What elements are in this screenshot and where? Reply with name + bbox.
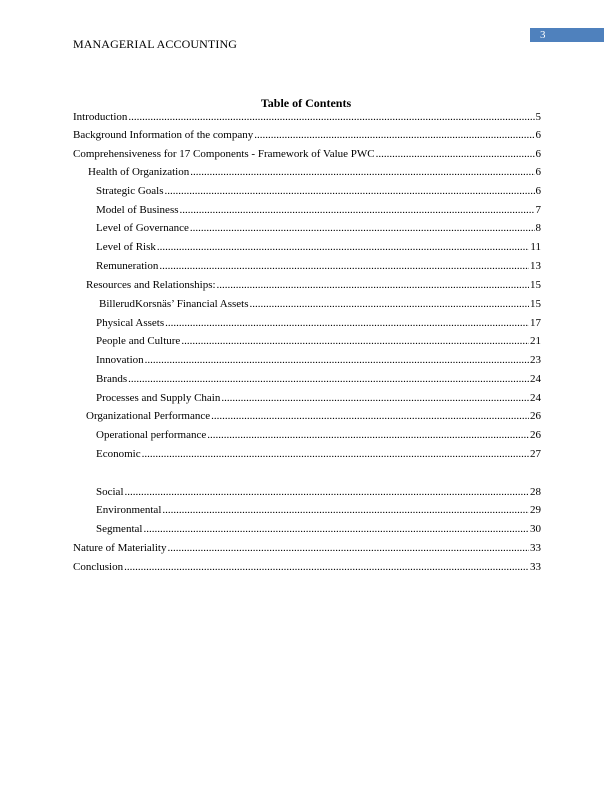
toc-entry-page: 15 (530, 279, 541, 291)
toc-entry[interactable] (96, 392, 541, 405)
toc-entry[interactable] (99, 298, 541, 311)
toc-entry-page: 24 (530, 373, 541, 385)
dot-leader (162, 504, 529, 517)
toc-entry-label: Background Information of the company (73, 129, 254, 141)
toc-entry-page: 5 (535, 111, 541, 123)
toc-entry[interactable] (96, 222, 541, 235)
toc-entry-label: Level of Risk (96, 241, 156, 253)
toc-entry-page: 8 (535, 222, 541, 234)
toc-entry-page: 27 (530, 448, 541, 460)
toc-entry[interactable] (73, 129, 541, 142)
toc-entry-page: 15 (530, 298, 541, 310)
toc-entry[interactable] (96, 260, 541, 273)
toc-entry-label: Resources and Relationships: (86, 279, 216, 291)
toc-entry-page: 23 (530, 354, 541, 366)
toc-entry-label: Remuneration (96, 260, 159, 272)
toc-entry[interactable] (73, 148, 541, 161)
dot-leader (181, 335, 529, 348)
toc-entry-page: 26 (530, 410, 541, 422)
toc-entry-label: People and Culture (96, 335, 181, 347)
toc-entry-label: Processes and Supply Chain (96, 392, 221, 404)
dot-leader (190, 222, 535, 235)
toc-entry[interactable] (86, 410, 541, 423)
toc-entry[interactable] (96, 523, 541, 536)
dot-leader (128, 373, 529, 386)
toc-entry-label: BillerudKorsnäs’ Financial Assets (99, 298, 249, 310)
dot-leader (142, 448, 529, 461)
toc-entry-label: Health of Organization (88, 166, 190, 178)
toc-entry-label: Social (96, 486, 124, 498)
toc-entry[interactable] (96, 317, 541, 330)
dot-leader (254, 129, 534, 142)
toc-entry-page: 29 (530, 504, 541, 516)
toc-entry-page: 30 (530, 523, 541, 535)
toc-entry-page: 21 (530, 335, 541, 347)
dot-leader (145, 354, 529, 367)
toc-entry[interactable] (96, 373, 541, 386)
dot-leader (167, 542, 529, 555)
dot-leader (211, 410, 529, 423)
dot-leader (180, 204, 535, 217)
dot-leader (165, 317, 529, 330)
toc-entry-label: Strategic Goals (96, 185, 164, 197)
toc-entry-page: 33 (530, 542, 541, 554)
toc-entry-page: 6 (535, 166, 541, 178)
toc-entry-label: Comprehensiveness for 17 Components - Framework of Value PWC (73, 148, 375, 160)
dot-leader (190, 166, 534, 179)
toc-entry-label: Level of Governance (96, 222, 189, 234)
dot-leader (124, 561, 529, 574)
toc-entry[interactable] (96, 486, 541, 499)
toc-entry-label: Nature of Materiality (73, 542, 167, 554)
toc-entry[interactable] (96, 204, 541, 217)
toc-entry-page: 13 (530, 260, 541, 272)
dot-leader (221, 392, 529, 405)
toc-entry[interactable] (73, 542, 541, 555)
toc-entry[interactable] (73, 561, 541, 574)
toc-title: Table of Contents (260, 96, 352, 110)
toc-entry-page: 17 (530, 317, 541, 329)
toc-entry-page: 26 (530, 429, 541, 441)
toc-entry-page: 24 (530, 392, 541, 404)
toc-entry-label: Physical Assets (96, 317, 165, 329)
toc-entry[interactable] (73, 111, 541, 124)
toc-entry-label: Segmental (96, 523, 143, 535)
toc-entry-page: 28 (530, 486, 541, 498)
dot-leader (165, 185, 535, 198)
toc-entry-label: Environmental (96, 504, 162, 516)
toc-entry-label: Introduction (73, 111, 128, 123)
dot-leader (250, 298, 530, 311)
dot-leader (376, 148, 535, 161)
toc-entry-label: Innovation (96, 354, 144, 366)
toc-entry-label: Operational performance (96, 429, 207, 441)
toc-entry[interactable] (96, 504, 541, 517)
toc-entry[interactable] (86, 279, 541, 292)
toc-entry[interactable] (96, 448, 541, 461)
toc-entry-label: Conclusion (73, 561, 124, 573)
toc-entry-page: 11 (530, 241, 541, 253)
toc-entry-label: Model of Business (96, 204, 179, 216)
dot-leader (159, 260, 529, 273)
dot-leader (157, 241, 530, 254)
toc-entry-page: 7 (535, 204, 541, 216)
toc-entry-page: 6 (535, 148, 541, 160)
running-header: MANAGERIAL ACCOUNTING (73, 37, 237, 51)
toc-entry[interactable] (96, 335, 541, 348)
dot-leader (128, 111, 534, 124)
toc-entry-page: 6 (535, 185, 541, 197)
toc-entry-page: 33 (530, 561, 541, 573)
dot-leader (217, 279, 529, 292)
toc-entry-label: Brands (96, 373, 128, 385)
toc-entry[interactable] (96, 241, 541, 254)
dot-leader (143, 523, 529, 536)
toc-entry-label: Organizational Performance (86, 410, 211, 422)
toc-entry-label: Economic (96, 448, 141, 460)
toc-entry[interactable] (96, 185, 541, 198)
page-number-badge: 3 (530, 28, 604, 42)
dot-leader (125, 486, 530, 499)
toc-entry[interactable] (96, 429, 541, 442)
toc-entry-page: 6 (535, 129, 541, 141)
dot-leader (207, 429, 529, 442)
toc-entry[interactable] (88, 166, 541, 179)
toc-entry[interactable] (96, 354, 541, 367)
